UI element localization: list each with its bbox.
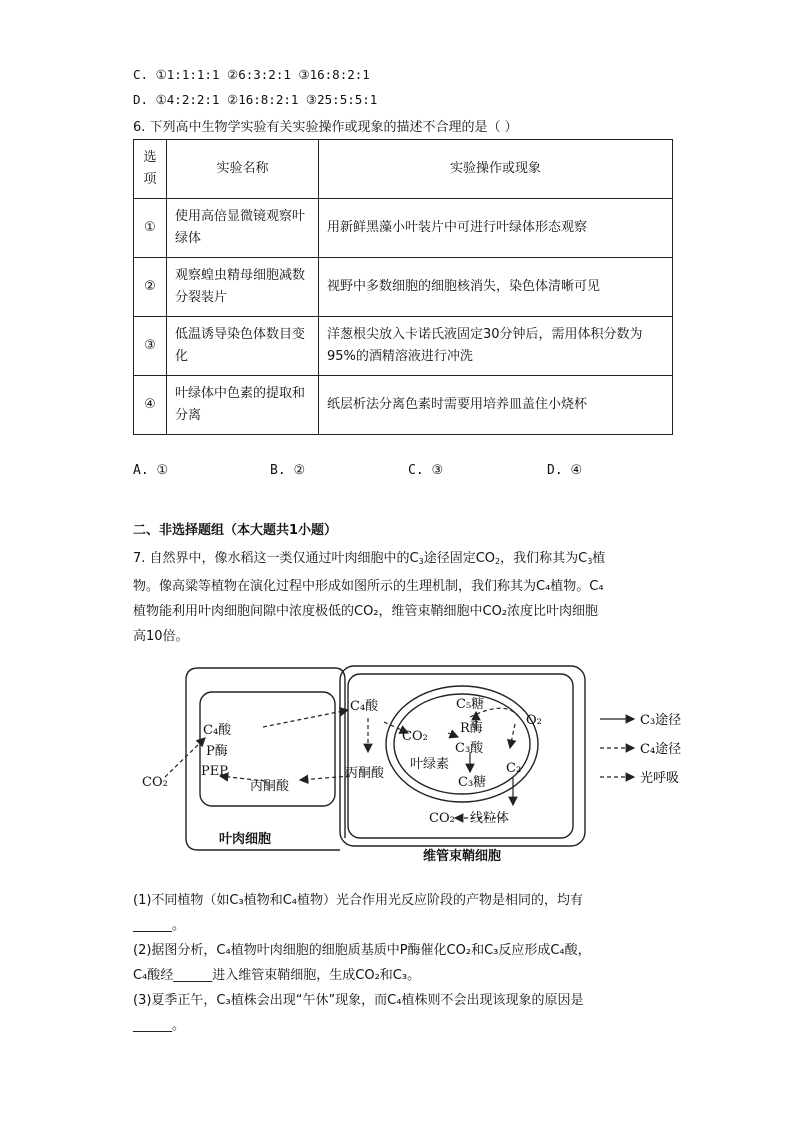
row-number: ②: [134, 258, 167, 317]
q5-option-d: D. ①4:2:2:1 ②16:8:2:1 ③25:5:5:1: [133, 92, 378, 107]
diagram-c3-sugar: C₃糖: [458, 775, 487, 790]
legend-c4: C₄途径: [640, 742, 682, 757]
row-experiment-name: 使用高倍显微镜观察叶绿体: [167, 199, 319, 258]
diagram-c4-acid-right: C₄酸: [350, 699, 379, 714]
diagram-c3-acid: C₃酸: [455, 741, 484, 756]
diagram-mitochondria: 线粒体: [470, 811, 510, 826]
diagram-co2-bottom: CO₂: [429, 811, 455, 826]
q7-line-4: 高10倍。: [133, 629, 189, 644]
subq-3-line-1: (3)夏季正午，C₃植株会出现“午休”现象，而C₄植株则不会出现该现象的原因是: [133, 993, 584, 1008]
diagram-r-enzyme: R酶: [460, 721, 483, 736]
row-experiment-name: 叶绿体中色素的提取和分离: [167, 376, 319, 435]
diagram-pyruvate-right: 丙酮酸: [345, 766, 385, 781]
diagram-label-mesophyll: 叶肉细胞: [219, 832, 272, 847]
diagram-label-bundle-sheath: 维管束鞘细胞: [423, 849, 502, 864]
subq-2-line-2: C₄酸经______进入维管束鞘细胞，生成CO₂和C₃。: [133, 968, 421, 983]
subq-3-line-2: ______。: [133, 1018, 186, 1033]
q6-stem: 6. 下列高中生物学实验有关实验操作或现象的描述不合理的是（ ）: [133, 120, 518, 135]
row-experiment-name: 观察蝗虫精母细胞减数分裂装片: [167, 258, 319, 317]
q7-line-3: 植物能利用叶肉细胞间隙中浓度极低的CO₂，维管束鞘细胞中CO₂浓度比叶肉细胞: [133, 604, 599, 619]
subq-1-line-2: ______。: [133, 918, 186, 933]
subq-1-line-1: (1)不同植物（如C₃植物和C₄植物）光合作用光反应阶段的产物是相同的，均有: [133, 893, 583, 908]
row-description: 用新鲜黑藻小叶装片中可进行叶绿体形态观察: [319, 199, 673, 258]
diagram-pyruvate-left: 丙酮酸: [250, 779, 290, 794]
q7-line-1: 7. 自然界中，像水稻这一类仅通过叶肉细胞中的$C_3$途径固定$CO_2$，我们称其为$C_3$植: [133, 551, 606, 566]
q7-line-2: 物。像高粱等植物在演化过程中形成如图所示的生理机制，我们称其为C₄植物。C₄: [133, 579, 604, 594]
header-option: 选项: [134, 140, 167, 199]
q7-subquestions: [133, 888, 678, 1038]
q5-option-c: C. ①1:1:1:1 ②6:3:2:1 ③16:8:2:1: [133, 67, 370, 82]
diagram-c2: C₂: [506, 761, 522, 776]
q6-option-c: C. ③: [408, 463, 444, 478]
row-description: 视野中多数细胞的细胞核消失，染色体清晰可见: [319, 258, 673, 317]
diagram-c5-sugar: C₅糖: [456, 697, 485, 712]
diagram-o2: O₂: [526, 713, 542, 728]
q6-option-a: A. ①: [133, 463, 169, 478]
subq-2-line-1: (2)据图分析，C₄植物叶肉细胞的细胞质基质中P酶催化CO₂和C₃反应形成C₄酸，: [133, 943, 591, 958]
diagram-co2-left: CO₂: [142, 775, 168, 790]
header-operation: 实验操作或现象: [319, 140, 673, 199]
row-number: ③: [134, 317, 167, 376]
diagram-legend: [600, 713, 681, 786]
q6-option-d: D. ④: [547, 463, 583, 478]
diagram-pep: PEP: [201, 764, 228, 779]
diagram-c4-acid-left: C₄酸: [203, 723, 232, 738]
section-title: 二、非选择题组（本大题共1小题）: [133, 523, 338, 538]
row-experiment-name: 低温诱导染色体数目变化: [167, 317, 319, 376]
header-experiment-name: 实验名称: [167, 140, 319, 199]
legend-c3: C₃途径: [640, 713, 682, 728]
legend-photorespiration: 光呼吸: [640, 771, 680, 786]
q6-option-b: B. ②: [270, 463, 306, 478]
row-number: ④: [134, 376, 167, 435]
row-number: ①: [134, 199, 167, 258]
row-description: 纸层析法分离色素时需要用培养皿盖住小烧杯: [319, 376, 673, 435]
bundle-sheath-outer: [340, 666, 585, 846]
diagram-co2-chloroplast: CO₂: [402, 729, 428, 744]
diagram-chlorophyll: 叶绿素: [410, 757, 450, 772]
row-description: 洋葱根尖放入卡诺氏液固定30分钟后，需用体积分数为95%的酒精溶液进行冲洗: [319, 317, 673, 376]
diagram-p-enzyme: P酶: [206, 744, 228, 759]
